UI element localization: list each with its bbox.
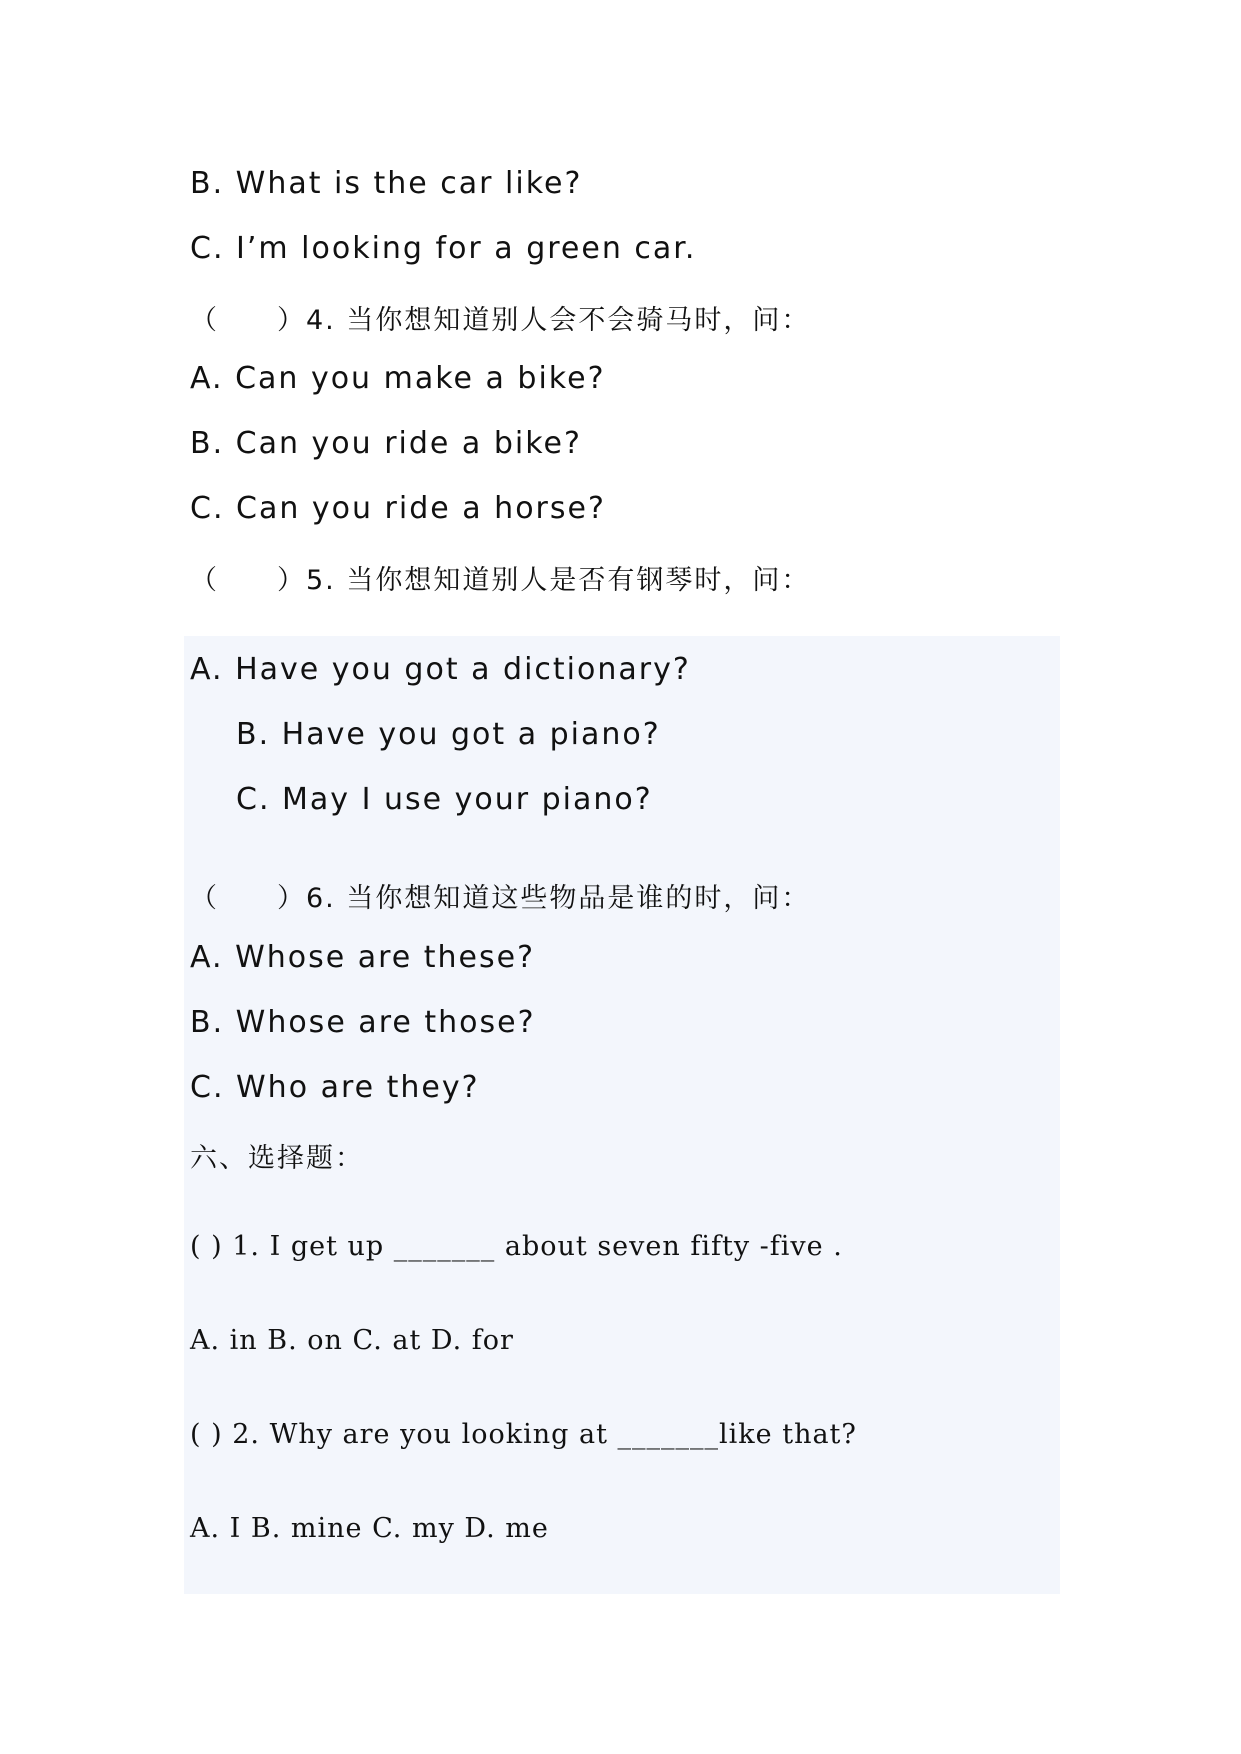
q6-option-c: C. Who are they? xyxy=(190,1070,480,1105)
highlighted-region xyxy=(184,636,1060,1594)
q4-prompt: （ ）4. 当你想知道别人会不会骑马时，问： xyxy=(190,305,811,336)
mc1-options: A. in B. on C. at D. for xyxy=(190,1325,514,1356)
mc1-question: ( ) 1. I get up _______ about seven fifty -five . xyxy=(190,1231,843,1262)
q4-option-a: A. Can you make a bike? xyxy=(190,361,606,396)
q4-option-b: B. Can you ride a bike? xyxy=(190,426,582,461)
q3-option-c: C. I’m looking for a green car. xyxy=(190,231,697,266)
q5-prompt: （ ）5. 当你想知道别人是否有钢琴时，问： xyxy=(190,565,811,596)
q5-option-b: B. Have you got a piano? xyxy=(236,717,661,752)
mc2-options: A. I B. mine C. my D. me xyxy=(190,1513,549,1544)
q6-option-b: B. Whose are those? xyxy=(190,1005,536,1040)
q5-option-c: C. May I use your piano? xyxy=(236,782,653,817)
q5-option-a: A. Have you got a dictionary? xyxy=(190,652,691,687)
section-six-heading: 六、选择题： xyxy=(190,1143,364,1174)
mc2-question: ( ) 2. Why are you looking at _______like that? xyxy=(190,1419,857,1450)
q6-option-a: A. Whose are these? xyxy=(190,940,536,975)
q3-option-b: B. What is the car like? xyxy=(190,166,583,201)
q4-option-c: C. Can you ride a horse? xyxy=(190,491,606,526)
q6-prompt: （ ）6. 当你想知道这些物品是谁的时，问： xyxy=(190,883,811,914)
